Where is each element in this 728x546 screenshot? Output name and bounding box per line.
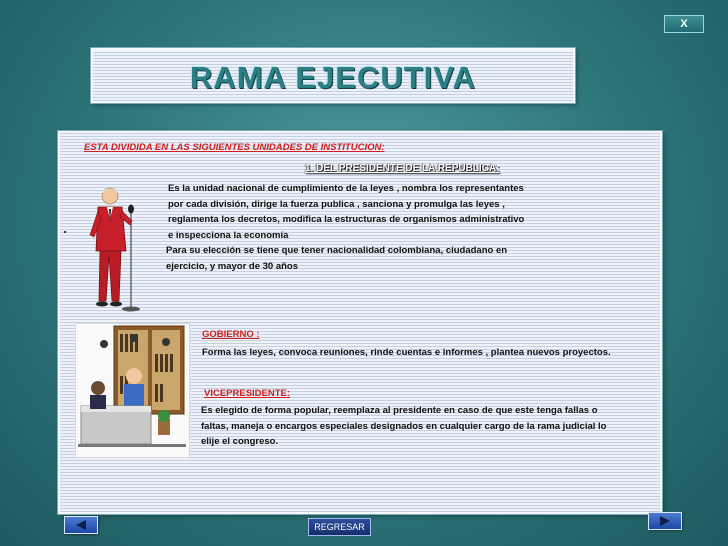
vicepresidente-text — [201, 403, 607, 450]
previous-button[interactable] — [64, 516, 98, 534]
arrow-left-icon — [65, 517, 97, 533]
content-panel — [58, 131, 662, 514]
vicepresidente-line: Es elegido de forma popular, reemplaza al presidente en caso de que este tenga fallas o — [201, 405, 598, 416]
arrow-right-icon — [649, 513, 681, 529]
vicepresidente-label: VICEPRESIDENTE: — [204, 388, 291, 399]
intro-text: ESTA DIVIDIDA EN LAS SIGUIENTES UNIDADES DE INSTITUCION: — [84, 142, 385, 153]
page-title: RAMA EJECUTIVA — [189, 60, 477, 95]
vicepresidente-line: faltas, maneja o encargos especiales designados en cualquier cargo de la rama judicial lo — [201, 420, 607, 432]
government-office-image — [75, 323, 190, 458]
president-line: Es la unidad nacional de cumplimiento de la leyes , nombra los representantes — [168, 183, 524, 194]
bullet-dot — [64, 231, 66, 233]
gobierno-line: Forma las leyes, convoca reuniones, rinde cuentas e informes , plantea nuevos proyectos. — [202, 347, 611, 358]
president-heading: 1. DEL PRESIDENTE DE LA REPUBLICA: — [305, 163, 500, 174]
vicepresidente-line: elije el congreso. — [201, 436, 279, 447]
gobierno-text — [202, 345, 611, 361]
president-line: por cada división, dirige la fuerza publica , sanciona y promulga las leyes , — [168, 198, 505, 210]
title-box — [91, 48, 575, 103]
president-figure-image — [88, 183, 148, 313]
president-line: ejercicio, y mayor de 30 años — [166, 260, 299, 272]
regresar-button[interactable]: REGRESAR — [308, 518, 371, 536]
president-line: Para su elección se tiene que tener nacionalidad colombiana, ciudadano en — [166, 245, 508, 256]
president-requirements — [166, 243, 507, 274]
next-button[interactable] — [648, 512, 682, 530]
president-line: reglamenta los decretos, modifica la estructuras de organismos administrativo — [168, 214, 525, 225]
president-line: e inspecciona la economía — [168, 229, 289, 241]
gobierno-label: GOBIERNO : — [202, 329, 260, 340]
president-description — [168, 181, 524, 243]
close-button[interactable]: X — [664, 15, 704, 33]
